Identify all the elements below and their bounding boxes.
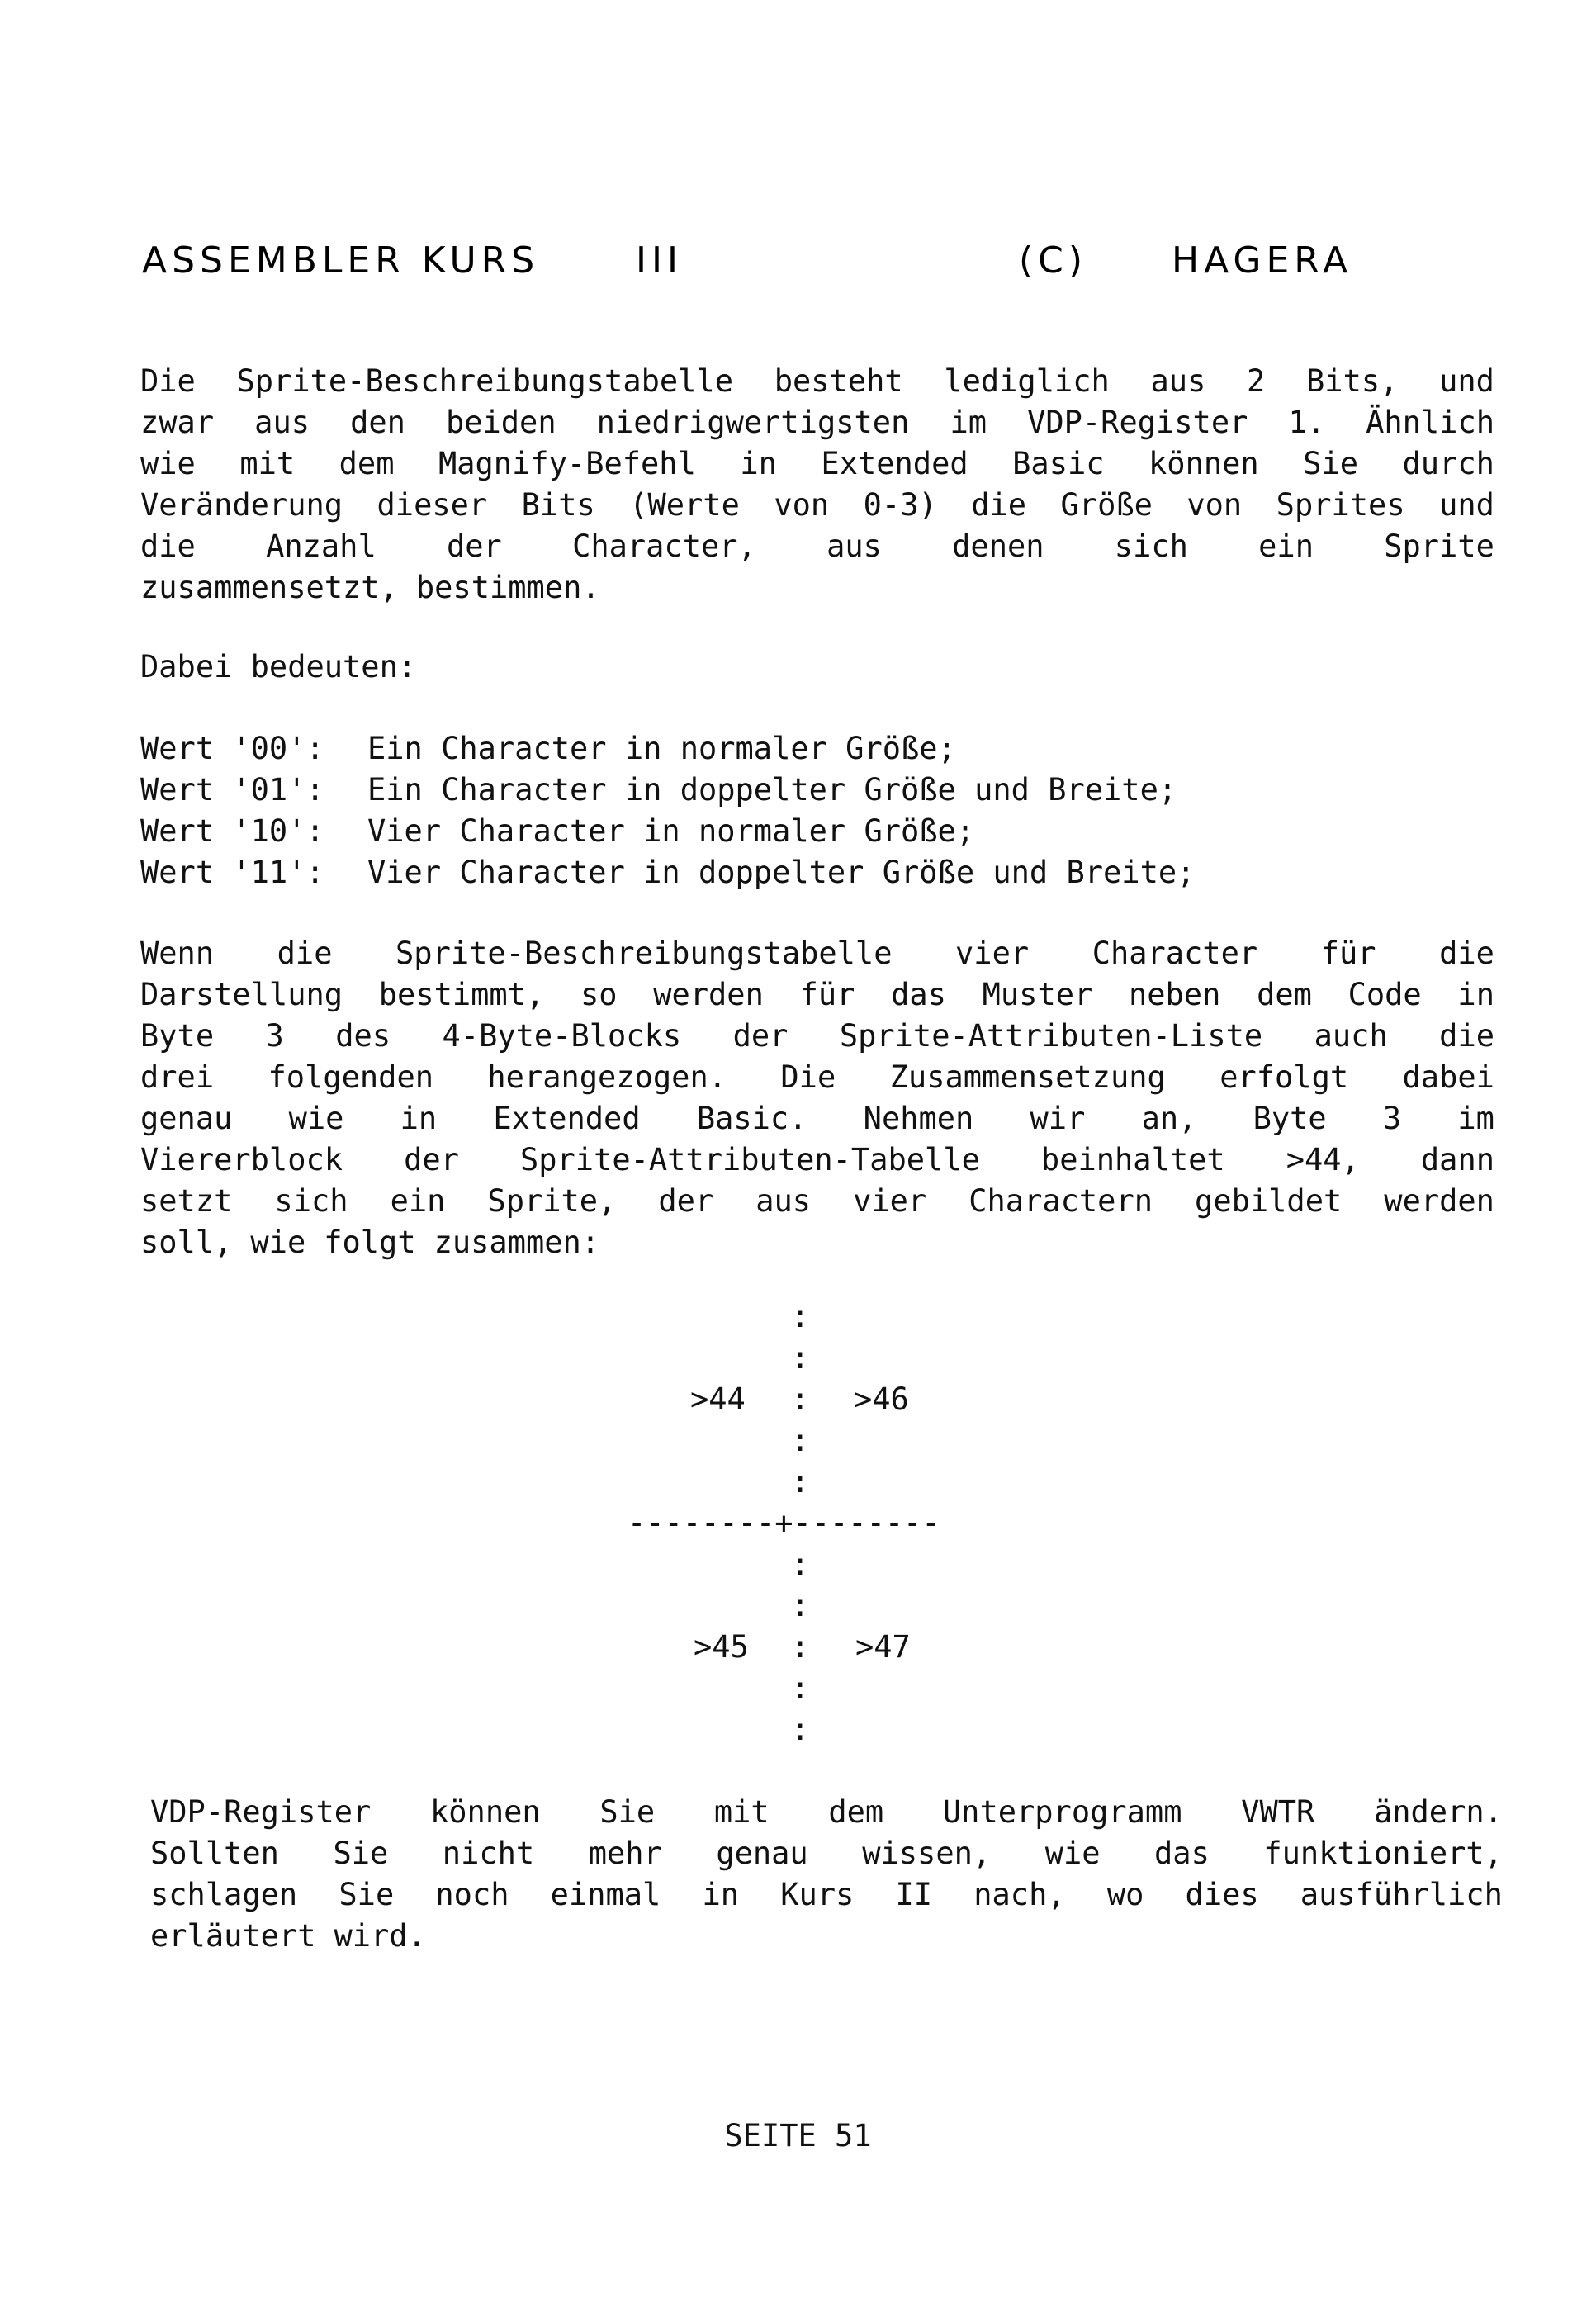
word: Die xyxy=(780,1059,836,1095)
text-line xyxy=(150,1833,1503,1874)
diagram-colon: : xyxy=(791,1670,810,1706)
word: Darstellung xyxy=(140,977,343,1012)
word: Zusammensetzung xyxy=(889,1059,1166,1095)
word: 3 xyxy=(265,1018,284,1054)
word: lediglich xyxy=(944,363,1110,399)
diagram-colon: : xyxy=(791,1547,810,1582)
word: der xyxy=(404,1142,459,1177)
word: herangezogen. xyxy=(487,1059,727,1095)
word: aus xyxy=(755,1183,812,1219)
word: dem xyxy=(339,446,395,481)
word: wie xyxy=(1044,1836,1101,1871)
word: Byte xyxy=(140,1018,215,1054)
header-copyright: (C) xyxy=(1019,239,1088,282)
word: (Werte xyxy=(629,487,740,523)
word: den xyxy=(350,405,405,440)
word: im xyxy=(950,405,987,440)
word: Sprite xyxy=(1384,528,1494,564)
word: noch xyxy=(435,1877,509,1912)
diagram-colon: : xyxy=(791,1381,810,1417)
word: der xyxy=(732,1018,789,1054)
word: schlagen xyxy=(150,1877,298,1912)
word: zwar xyxy=(140,405,215,440)
word: genau xyxy=(716,1836,808,1871)
word: bestimmt, xyxy=(378,977,545,1012)
word: Byte xyxy=(1253,1101,1327,1136)
word: Sie xyxy=(1303,446,1359,481)
diagram-colon: : xyxy=(791,1712,810,1747)
word: von xyxy=(1186,487,1243,523)
word: der xyxy=(658,1183,714,1219)
diagram-colon: : xyxy=(791,1423,810,1458)
word: Sie xyxy=(333,1836,389,1871)
word: 0-3) xyxy=(863,487,937,523)
char-code-top-left: >44 xyxy=(690,1381,746,1417)
word: ändern. xyxy=(1373,1794,1503,1830)
word: mehr xyxy=(588,1836,662,1871)
word: dieser xyxy=(377,487,488,523)
header-author: HAGERA xyxy=(1172,239,1353,282)
word: und xyxy=(1439,487,1494,523)
word: Sprite-Attributen-Liste xyxy=(839,1018,1263,1054)
word: Die xyxy=(140,363,196,399)
text-line xyxy=(150,1792,1503,1833)
word: Nehmen xyxy=(863,1101,974,1136)
header-title: ASSEMBLER KURS xyxy=(142,239,540,282)
word: VDP-Register xyxy=(1027,405,1248,440)
word: mit xyxy=(713,1794,770,1830)
word: niedrigwertigsten xyxy=(596,405,910,440)
word: das xyxy=(1154,1836,1210,1871)
word: dabei xyxy=(1402,1059,1494,1095)
word: Sprite-Attributen-Tabelle xyxy=(519,1142,980,1177)
word: 3 xyxy=(1382,1101,1402,1136)
word: folgt xyxy=(324,1225,416,1260)
word: Sie xyxy=(339,1877,395,1912)
mode-description: Vier Character in doppelter Größe und Breite; xyxy=(367,855,1196,890)
word: des xyxy=(335,1018,391,1054)
word: genau xyxy=(140,1101,233,1136)
word: wird. xyxy=(334,1918,426,1954)
word: in xyxy=(702,1877,740,1912)
word: in xyxy=(740,446,777,481)
word: gebildet xyxy=(1195,1183,1343,1219)
word: denen xyxy=(952,528,1044,564)
word: setzt xyxy=(140,1183,233,1219)
char-code-bottom-right: >47 xyxy=(855,1629,911,1665)
word: die xyxy=(277,936,333,971)
word: 2 xyxy=(1247,363,1266,399)
word: sich xyxy=(1114,528,1188,564)
diagram-colon: : xyxy=(791,1588,810,1623)
word: und xyxy=(1439,363,1494,399)
word: aus xyxy=(254,405,310,440)
word: auch xyxy=(1314,1018,1388,1054)
word: dem xyxy=(1257,977,1312,1012)
word: ein xyxy=(1258,528,1314,564)
word: beinhaltet xyxy=(1040,1142,1225,1177)
word: können xyxy=(1148,446,1259,481)
word: VWTR xyxy=(1241,1794,1315,1830)
word: Sie xyxy=(599,1794,656,1830)
word: vier xyxy=(853,1183,927,1219)
word: durch xyxy=(1402,446,1494,481)
page-number: SEITE 51 xyxy=(724,2118,872,2153)
word: 1. xyxy=(1288,405,1325,440)
word: dann xyxy=(1420,1142,1494,1177)
word: Sollten xyxy=(150,1836,279,1871)
word: drei xyxy=(140,1059,215,1095)
diagram-divider: --------+-------- xyxy=(628,1505,940,1541)
word: Muster xyxy=(982,977,1093,1012)
word: die xyxy=(140,528,196,564)
diagram-colon: : xyxy=(791,1464,810,1499)
word: wo xyxy=(1106,1877,1144,1912)
word: Viererblock xyxy=(140,1142,343,1177)
word: mit xyxy=(239,446,296,481)
word: der xyxy=(446,528,502,564)
word: aus xyxy=(826,528,882,564)
word: Bits xyxy=(521,487,595,523)
word: dies xyxy=(1185,1877,1259,1912)
word: funktioniert, xyxy=(1263,1836,1503,1871)
diagram-colon: : xyxy=(791,1340,810,1376)
word: dem xyxy=(828,1794,884,1830)
word: Extended xyxy=(493,1101,641,1136)
word: die xyxy=(971,487,1027,523)
paragraph-vwtr xyxy=(150,1792,1503,1957)
word: >44, xyxy=(1286,1142,1360,1177)
word: in xyxy=(400,1101,438,1136)
diagram-colon: : xyxy=(791,1299,810,1334)
word: einmal xyxy=(550,1877,661,1912)
mode-key: Wert '01': xyxy=(140,772,324,808)
word: Kurs xyxy=(780,1877,855,1912)
word: im xyxy=(1457,1101,1494,1136)
word: Sprite, xyxy=(487,1183,617,1219)
word: wissen, xyxy=(862,1836,992,1871)
word: zusammen: xyxy=(433,1225,600,1260)
word: II xyxy=(895,1877,933,1912)
word: von xyxy=(774,487,830,523)
word: so xyxy=(580,977,618,1012)
word: soll, xyxy=(140,1225,233,1260)
text-line xyxy=(150,1916,1503,1957)
word: Sprite-Beschreibungstabelle xyxy=(236,363,733,399)
word: ein xyxy=(390,1183,446,1219)
mode-description: Vier Character in normaler Größe; xyxy=(367,813,975,849)
word: aus xyxy=(1150,363,1206,399)
word: Charactern xyxy=(968,1183,1153,1219)
word: 4-Byte-Blocks xyxy=(442,1018,682,1054)
word: können xyxy=(430,1794,541,1830)
word: Veränderung xyxy=(140,487,343,523)
word: Character, xyxy=(572,528,756,564)
word: beiden xyxy=(445,405,556,440)
word: Größe xyxy=(1060,487,1153,523)
word: sich xyxy=(274,1183,348,1219)
word: Sprites xyxy=(1276,487,1405,523)
word: an, xyxy=(1141,1101,1197,1136)
dabei-text: Dabei bedeuten: xyxy=(140,649,417,685)
word: neben xyxy=(1128,977,1221,1012)
word: die xyxy=(1439,936,1494,971)
word: Wenn xyxy=(140,936,215,971)
word: wir xyxy=(1030,1101,1086,1136)
word: VDP-Register xyxy=(150,1794,372,1830)
word: Basic. xyxy=(696,1101,807,1136)
word: folgenden xyxy=(268,1059,433,1095)
diagram-colon: : xyxy=(791,1629,810,1665)
word: Magnify-Befehl xyxy=(438,446,696,481)
mode-key: Wert '10': xyxy=(140,813,324,849)
word: für xyxy=(799,977,855,1012)
text-line xyxy=(150,1874,1503,1916)
word: bestimmen. xyxy=(415,570,600,605)
word: wie xyxy=(288,1101,344,1136)
word: zusammensetzt, xyxy=(140,570,398,605)
char-code-top-right: >46 xyxy=(854,1381,909,1417)
mode-description: Ein Character in normaler Größe; xyxy=(367,731,956,766)
word: vier xyxy=(955,936,1030,971)
word: Ähnlich xyxy=(1366,405,1494,440)
word: werden xyxy=(1384,1183,1494,1219)
mode-description: Ein Character in doppelter Größe und Breite; xyxy=(367,772,1177,808)
word: Code xyxy=(1347,977,1422,1012)
mode-key: Wert '11': xyxy=(140,855,324,890)
word: wie xyxy=(140,446,196,481)
mode-key: Wert '00': xyxy=(140,731,324,766)
word: nicht xyxy=(442,1836,535,1871)
word: Character xyxy=(1092,936,1258,971)
word: Extended xyxy=(821,446,968,481)
word: für xyxy=(1320,936,1376,971)
word: besteht xyxy=(774,363,903,399)
word: werden xyxy=(653,977,764,1012)
word: ausführlich xyxy=(1300,1877,1503,1912)
word: das xyxy=(891,977,946,1012)
header-volume: III xyxy=(636,239,683,282)
word: die xyxy=(1439,1018,1494,1054)
word: wie xyxy=(250,1225,306,1260)
word: Basic xyxy=(1012,446,1105,481)
word: in xyxy=(1457,977,1494,1012)
word: Anzahl xyxy=(266,528,377,564)
word: erläutert xyxy=(150,1918,316,1954)
word: nach, xyxy=(973,1877,1066,1912)
word: Bits, xyxy=(1306,363,1399,399)
word: Unterprogramm xyxy=(942,1794,1182,1830)
char-code-bottom-left: >45 xyxy=(694,1629,749,1665)
word: Sprite-Beschreibungstabelle xyxy=(395,936,893,971)
word: erfolgt xyxy=(1219,1059,1349,1095)
